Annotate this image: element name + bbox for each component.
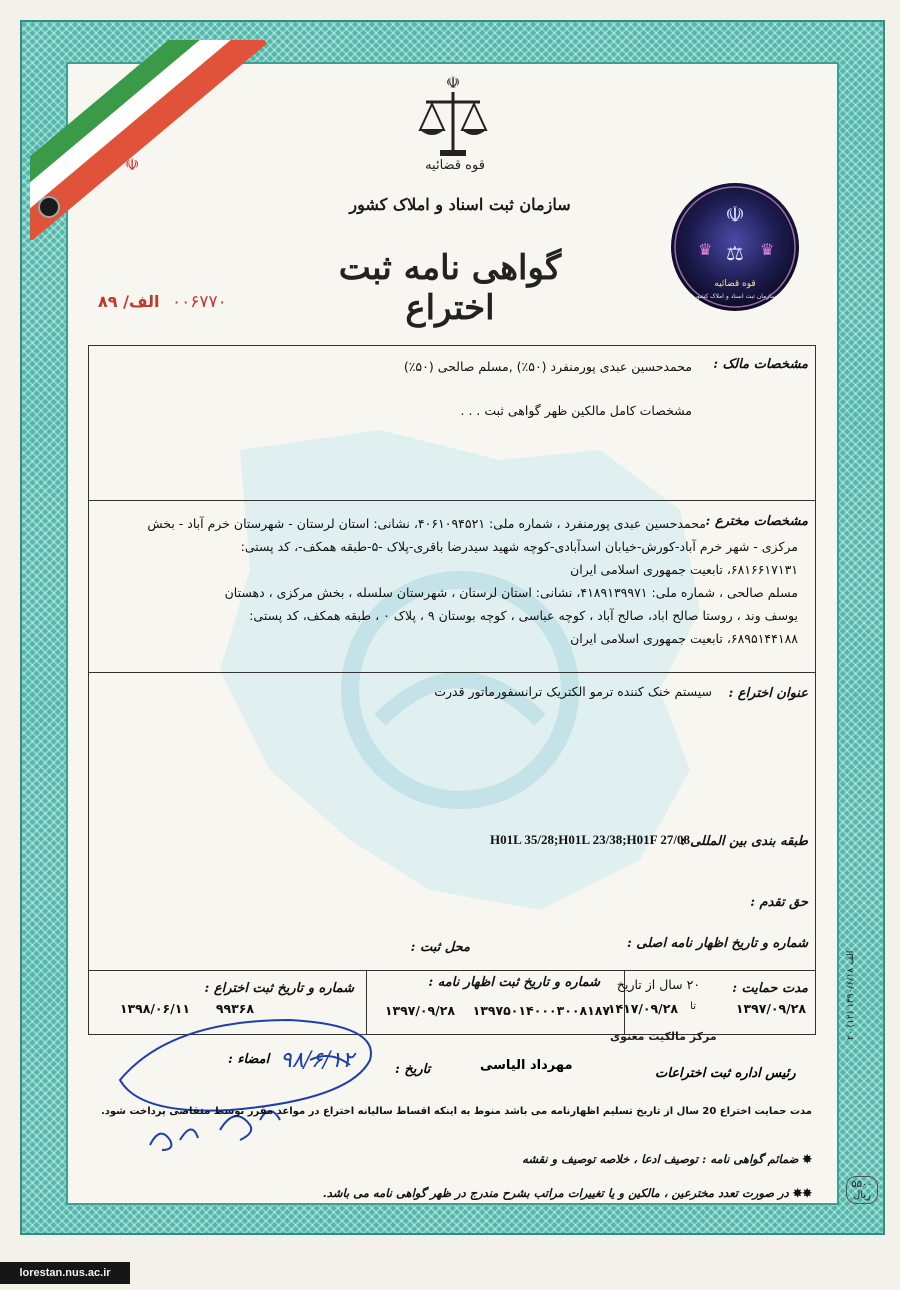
classification-codes: H01L 35/28;H01L 23/38;H01F 27/08 [490,832,690,847]
place-label: محل ثبت : [410,940,470,955]
serial-series: الف/ ۸۹ [98,292,160,311]
classification-label: طبقه بندی بین المللی : [680,834,808,849]
inventor-1-line-3: ۶۸۱۶۶۱۷۱۳۱، تابعیت جمهوری اسلامی ایران [570,562,798,577]
inventor-2-line-3: ۶۸۹۵۱۴۴۱۸۸، تابعیت جمهوری اسلامی ایران [570,631,798,646]
priority-label: حق تقدم : [750,895,808,910]
application-date: ۱۳۹۷/۰۹/۲۸ [384,1003,455,1018]
invention-title: سیستم خنک کننده ترمو الکتریک ترانسفورماتور قدرت [434,684,712,699]
certificate-title: گواهی نامه ثبت اختراع [338,248,562,328]
registration-date: ۱۳۹۸/۰۶/۱۱ [119,1001,190,1016]
owner-names: محمدحسین عبدی پورمنفرد (۵۰٪) ,مسلم صالحی (۵۰٪) [403,359,692,374]
owner-label: مشخصات مالک : [713,357,808,372]
divider [88,970,816,971]
organization-name: سازمان ثبت اسناد و املاک کشور [349,195,571,214]
attachment-note: ضمائم گواهی نامه : توصیف ادعا ، خلاصه توصیف و نقشه [522,1152,799,1166]
handwritten-signature [110,1000,400,1160]
inventor-label: مشخصات مخترع : [705,514,808,529]
date-label: تاریخ : [395,1062,431,1077]
seal-subtext: سازمان ثبت اسناد و املاک کشور [693,293,777,300]
divider [88,500,816,501]
judiciary-label: قوه قضائیه [425,158,485,173]
svg-text:☫: ☫ [445,73,461,92]
changes-note: در صورت تعدد مخترعین ، مالکین و یا تغییرات مراتب بشرح مندرج در ظهر گواهی نامه می باشد. [322,1186,789,1200]
signature-label: امضاء : [228,1052,270,1067]
bullet-star-icon: ✸✸ [788,1186,812,1200]
scales-of-justice-icon [418,70,488,160]
seal-text: قوه قضائیه [714,279,756,289]
inventor-1-line-2: مرکزی - شهر خرم آباد-کورش-خیابان اسدآبادی-کوچه شهید سیدرضا باقری-پلاک -۵-طبقه همکف-، کد پستی: [240,539,798,554]
attachment-note-row [112,1152,812,1166]
protection-to-date: ۱۴۱۷/۰۹/۲۸ [607,1001,678,1016]
serial-number: ۰۰۶۷۷۰ [172,292,227,312]
inventor-2-line-1: مسلم صالحی ، شماره ملی: ۴۱۸۹۱۳۹۹۷۱، نشانی: استان لرستان ، شهرستان سلسله ، بخش مرکزی ، دهستان [224,585,798,600]
divider [88,672,816,673]
form-code: ۲۰ (۱۲) الف ۱۳۹۰/۶/۱۸ [846,950,856,1040]
hologram-seal-icon [668,180,802,314]
handwritten-date: ۹۸/۶/۱۲ [280,1048,354,1073]
invention-title-label: عنوان اختراع : [728,686,808,701]
svg-text:⚖: ⚖ [726,241,744,265]
protection-label: مدت حمایت : [732,981,808,996]
inventor-2-line-2: یوسف وند ، روستا صالح اباد، صالح آباد ، کوچه عباسی ، کوچه بوستان ۹ ، پلاک ۰ ، طبقه همکف، کد پستی: [249,608,798,623]
punch-hole [38,196,60,218]
iran-flag-ribbon [30,40,290,240]
stamp-price: ۵۵۰۰ ریال [846,1176,878,1204]
office-stamp: مرکز مالکیت معنوی [610,1030,717,1043]
signatory-title: رئیس اداره ثبت اختراعات [655,1066,796,1081]
original-filing-label: شماره و تاریخ اظهار نامه اصلی : [626,936,808,951]
signatory-name: مهرداد الیاسی [480,1058,573,1073]
svg-text:☫: ☫ [725,203,745,228]
website-watermark[interactable]: lorestan.nus.ac.ir [0,1262,130,1284]
application-label: شماره و تاریخ ثبت اظهار نامه : [428,975,600,990]
application-number: ۱۳۹۷۵۰۱۴۰۰۰۳۰۰۸۱۸۷ [472,1003,610,1018]
inventor-1-line-1: محمدحسین عبدی پورمنفرد ، شماره ملی: ۴۰۶۱۰۹۴۵۲۱، نشانی: استان لرستان - شهرستان خرم آباد - بخش [147,516,706,531]
changes-note-row [112,1186,812,1200]
svg-text:♛: ♛ [698,240,713,259]
flag-emblem-icon: ☫ [125,155,140,174]
protection-years: ۲۰ سال از تاریخ [616,977,700,992]
registration-label: شماره و تاریخ ثبت اختراع : [204,981,354,996]
duration-note: مدت حمایت اختراع 20 سال از تاریخ تسلیم اظهارنامه می باشد منوط به اینکه اقساط سالیانه اختراع در مواعد مقرر توسط متقاضی پرداخت شود. [100,1106,812,1117]
owner-details-note: مشخصات کامل مالکین ظهر گواهی ثبت . . . [460,403,692,418]
bullet-star-icon: ✸ [798,1152,812,1166]
registration-number: ۹۹۳۶۸ [215,1001,254,1016]
protection-from-date: ۱۳۹۷/۰۹/۲۸ [735,1001,806,1016]
svg-text:♛: ♛ [760,240,775,259]
protection-to-prefix: تا [690,1001,696,1012]
